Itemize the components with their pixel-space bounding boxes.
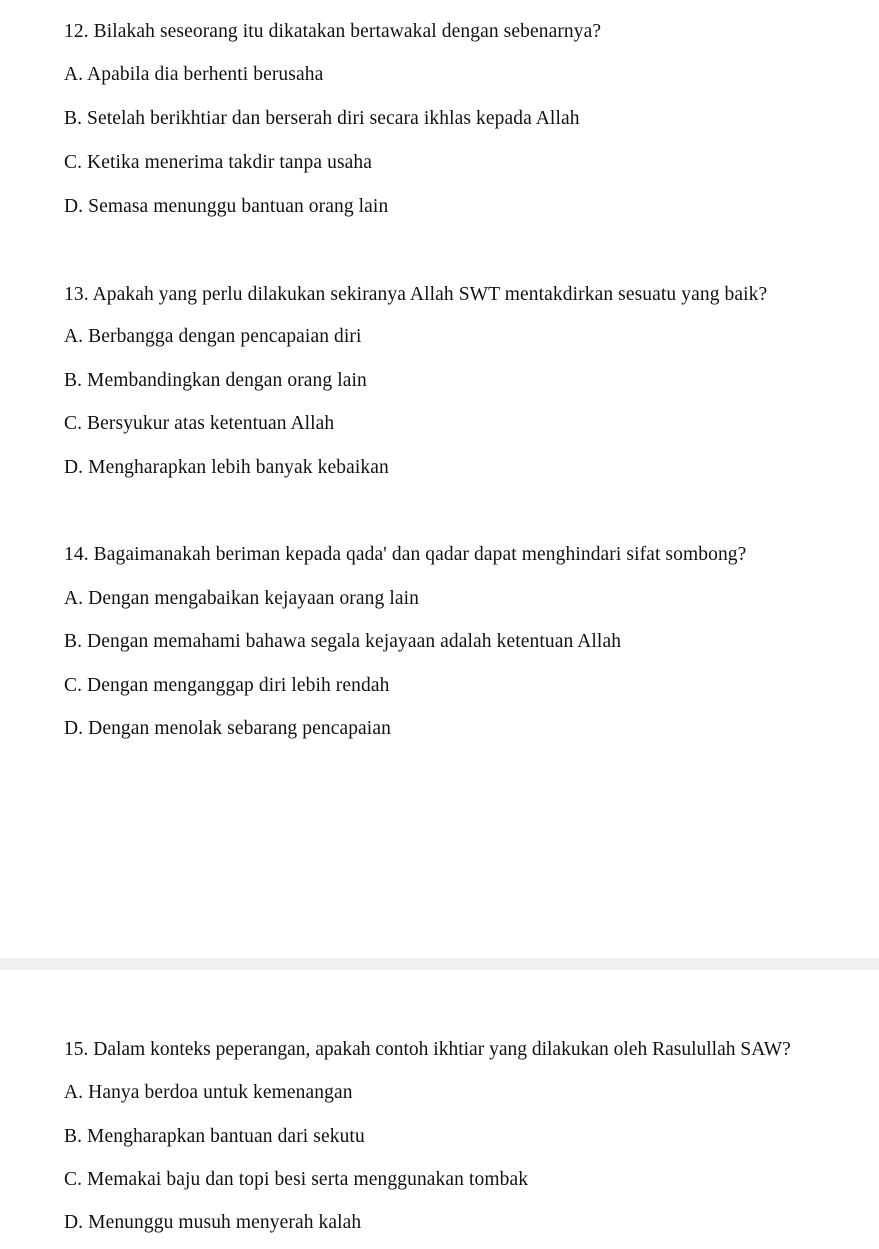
question-13-option-a: A. Berbangga dengan pencapaian diri [64, 326, 362, 347]
question-13-option-d: D. Mengharapkan lebih banyak kebaikan [64, 457, 389, 478]
question-15-option-d: D. Menunggu musuh menyerah kalah [64, 1212, 362, 1233]
question-12-stem: 12. Bilakah seseorang itu dikatakan bertawakal dengan sebenarnya? [64, 21, 602, 42]
question-13-option-c: C. Bersyukur atas ketentuan Allah [64, 413, 335, 434]
question-15-option-b: B. Mengharapkan bantuan dari sekutu [64, 1126, 365, 1147]
question-15-option-c: C. Memakai baju dan topi besi serta menggunakan tombak [64, 1169, 529, 1190]
question-14-option-a: A. Dengan mengabaikan kejayaan orang lain [64, 588, 419, 609]
question-15-stem: 15. Dalam konteks peperangan, apakah contoh ikhtiar yang dilakukan oleh Rasulullah SAW? [64, 1039, 791, 1060]
page-separator [0, 958, 879, 970]
question-15-option-a: A. Hanya berdoa untuk kemenangan [64, 1082, 353, 1103]
question-13-option-b: B. Membandingkan dengan orang lain [64, 370, 367, 391]
question-14-stem: 14. Bagaimanakah beriman kepada qada' dan qadar dapat menghindari sifat sombong? [64, 544, 747, 565]
document-page-2 [0, 970, 879, 1249]
question-14-option-b: B. Dengan memahami bahawa segala kejayaan adalah ketentuan Allah [64, 631, 622, 652]
question-14-option-c: C. Dengan menganggap diri lebih rendah [64, 675, 390, 696]
question-12-option-b: B. Setelah berikhtiar dan berserah diri secara ikhlas kepada Allah [64, 108, 580, 129]
question-14-option-d: D. Dengan menolak sebarang pencapaian [64, 718, 391, 739]
question-12-option-a: A. Apabila dia berhenti berusaha [64, 64, 324, 85]
question-12-option-d: D. Semasa menunggu bantuan orang lain [64, 196, 389, 217]
question-12-option-c: C. Ketika menerima takdir tanpa usaha [64, 152, 373, 173]
question-13-stem: 13. Apakah yang perlu dilakukan sekiranya Allah SWT mentakdirkan sesuatu yang baik? [64, 284, 768, 305]
